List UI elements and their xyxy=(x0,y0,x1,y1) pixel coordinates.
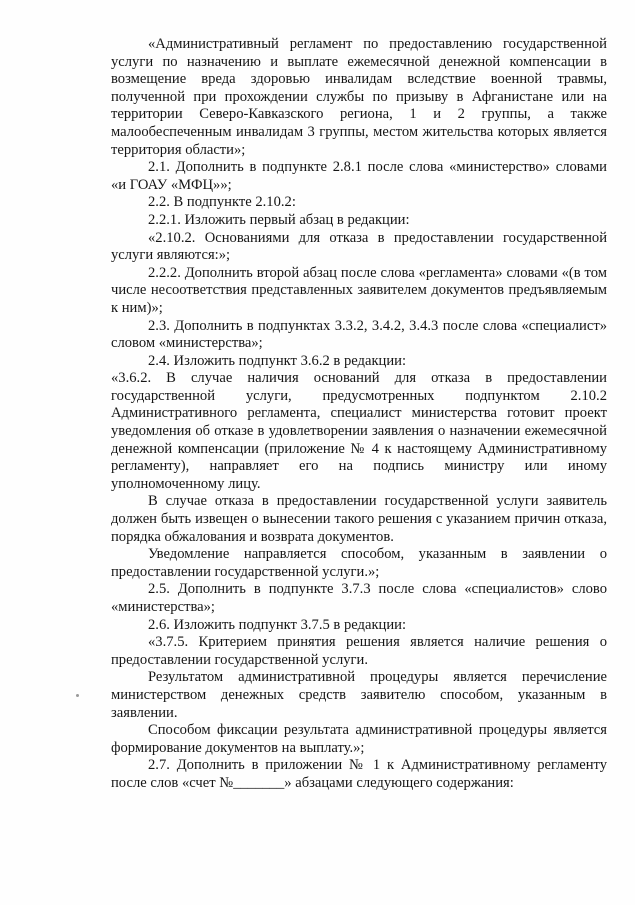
paragraph-notification-method: Уведомление направляется способом, указанным в заявлении о предоставлении государственной услуги.»; xyxy=(111,546,607,580)
paragraph-2-2: 2.2. В подпункте 2.10.2: xyxy=(148,194,296,211)
paragraph-2-10-2-quote: «2.10.2. Основаниями для отказа в предоставлении государственной услуги являются:»; xyxy=(111,229,607,264)
paragraph-refusal-notice: В случае отказа в предоставлении государственной услуги заявитель должен быть извещен о вынесении такого решения с указанием причин отказа, порядка обжалования и возврата документов. xyxy=(111,493,607,545)
paragraph-2-5: 2.5. Дополнить в подпункте 3.7.3 после слова «специалистов» слово «министерства»; xyxy=(111,581,607,615)
paragraph-regulation-title: «Административный регламент по предоставлению государственной услуги по назначению и выплате ежемесячной денежной компенсации в возмещение вреда здоровью инвалидам вследствие военной травмы, полученной при прохождении службы по призыву в Афганистане или на территории Северо-Кавказского региона, 1 и 2 группы, а также малообеспеченным инвалидам 3 группы, местом жительства которых является территория области»; xyxy=(111,36,607,158)
paragraph-3-7-5-quote: «3.7.5. Критерием принятия решения является наличие решения о предоставлении государственной услуги. xyxy=(111,634,607,668)
paragraph-3-6-2-quote: «3.6.2. В случае наличия оснований для отказа в предоставлении государственной услуги, предусмотренных подпунктом 2.10.2 Административного регламента, специалист министерства готовит проект уведомления об отказе в удовлетворении заявления о назначении ежемесячной денежной компенсации (приложение № 4 к настоящему Административному регламенту), направляет его на подпись министру или иному уполномоченному лицу. xyxy=(111,370,607,492)
paragraph-2-2-2: 2.2.2. Дополнить второй абзац после слова «регламента» словами «(в том числе несоответствия представленных заявителем документов предъявляемым к ним)»; xyxy=(111,264,607,316)
paragraph-2-1: 2.1. Дополнить в подпункте 2.8.1 после слова «министерство» словами «и ГОАУ «МФЦ»»; xyxy=(111,159,607,193)
paragraph-2-3: 2.3. Дополнить в подпунктах 3.3.2, 3.4.2, 3.4.3 после слова «специалист» словом «министерства»; xyxy=(111,317,607,352)
paragraph-2-7: 2.7. Дополнить в приложении № 1 к Административному регламенту после слов «счет №_______» абзацами следующего содержания: xyxy=(111,757,607,791)
document-body xyxy=(111,36,607,793)
paragraph-2-2-1: 2.2.1. Изложить первый абзац в редакции: xyxy=(148,211,410,228)
paragraph-2-4: 2.4. Изложить подпункт 3.6.2 в редакции: xyxy=(148,352,407,369)
paragraph-fixation-method: Способом фиксации результата административной процедуры является формирование документов на выплату.»; xyxy=(111,722,607,756)
scan-speck xyxy=(76,694,79,697)
paragraph-procedure-result: Результатом административной процедуры является перечисление министерством денежных средств заявителю способом, указанным в заявлении. xyxy=(111,669,607,721)
paragraph-2-6: 2.6. Изложить подпункт 3.7.5 в редакции: xyxy=(148,616,407,633)
